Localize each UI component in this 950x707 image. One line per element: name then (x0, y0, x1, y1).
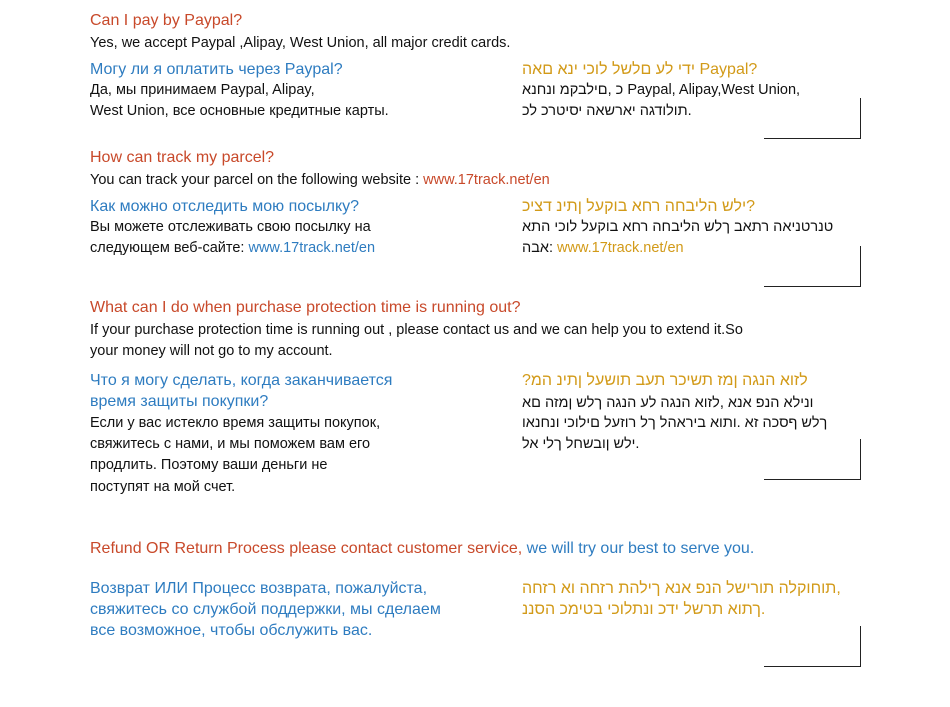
refund-title (90, 540, 754, 558)
track-link-ru[interactable]: www.17track.net/en (248, 240, 376, 256)
faq3-answer-he-line3: ילש ןובשחל ךלי אל. (522, 436, 640, 452)
refund-ru-line3: все возможное, чтобы обслужить вас. (90, 622, 373, 639)
faq2-answer-en-text: You can track your parcel on the following website : (90, 172, 424, 188)
faq3-question-he: ?לזוא הנגה ןמז תשיכר תעב תושעל ןתינ המ (522, 372, 808, 389)
faq3-question-en: What can I do when purchase protection time is running out? (90, 299, 521, 316)
faq2-question-he: ילש הליבחה רחא בוקעל ןתינ דציכ? (522, 198, 755, 215)
faq1-answer-ru-line1: Да, мы принимаем Paypal, Alipay, (90, 82, 315, 98)
faq2-question-en: How can track my parcel? (90, 149, 275, 166)
faq2-question-ru: Как можно отследить мою посылку? (90, 198, 360, 215)
corner-bracket (764, 626, 861, 667)
faq1-answer-he-line2: תולודגה יארשאה יסיטרכ לכ. (522, 103, 692, 119)
corner-bracket (764, 439, 861, 480)
faq3-answer-he-line1: ונילא הנפ אנא ,לזוא הנגה לע הנגה ךלש ןמזה םא (522, 395, 814, 411)
faq3-answer-ru-line1: Если у вас истекло время защиты покупок, (90, 415, 381, 431)
faq2-answer-ru-line2 (90, 238, 375, 259)
refund-title-red: Refund OR Return Process please contact customer service, (90, 540, 523, 557)
faq1-answer-he-line1: כ ,םילבקמ ונחנא Paypal, Alipay,West Union, (522, 82, 801, 98)
faq1-answer-ru-line2: West Union, все основные кредитные карты. (90, 103, 389, 119)
faq3-answer-en-line1: If your purchase protection time is running out , please contact us and we can help you to extend it.So (90, 322, 743, 338)
faq2-answer-ru-text: следующем веб-сайте: (90, 240, 249, 256)
faq3-answer-he-line2: ךלש ףסכה זא .ותוא ביראהל ךל רוזעל םילוכי ונחנאו (522, 415, 828, 431)
faq1-question-en: Can I pay by Paypal? (90, 12, 243, 29)
faq3-question-ru-line1: Что я могу сделать, когда заканчивается (90, 372, 393, 389)
corner-bracket (764, 98, 861, 139)
refund-title-blue: we will try our best to serve you. (522, 540, 755, 557)
faq3-answer-ru-line3: продлить. Поэтому ваши деньги не (90, 457, 328, 473)
faq2-answer-ru-line1: Вы можете отслеживать свою посылку на (90, 219, 371, 235)
faq2-answer-he-line1: טנרטניאה רתאב ךלש הליבחה רחא בוקעל לוכי התא (522, 219, 834, 235)
refund-he-line1: תוחוקלה תורישל הנפ אנא ךילהת רזחה וא רזחה, (522, 580, 841, 597)
corner-bracket (764, 246, 861, 287)
faq2-answer-en (90, 172, 550, 188)
refund-ru-line1: Возврат ИЛИ Процесс возврата, пожалуйста, (90, 580, 428, 597)
refund-he-line2: ךתוא תרשל ידכ ונתלוכי בטימכ הסננ. (522, 601, 766, 618)
faq2-answer-he-text: אבה: (522, 240, 558, 256)
faq1-question-ru: Могу ли я оплатить через Paypal? (90, 61, 343, 78)
refund-ru-line2: свяжитесь со службой поддержки, мы сделаем (90, 601, 441, 618)
faq1-answer-en: Yes, we accept Paypal ,Alipay, West Union, all major credit cards. (90, 35, 511, 51)
faq3-question-ru-line2: время защиты покупки? (90, 393, 269, 410)
faq1-question-he: ידי לע םלשל לוכי ינא םאה Paypal? (522, 61, 758, 78)
faq2-answer-he-line2 (522, 238, 684, 259)
faq3-answer-ru-line2: свяжитесь с нами, и мы поможем вам его (90, 436, 371, 452)
faq3-answer-ru-line4: поступят на мой счет. (90, 479, 236, 495)
track-link-en[interactable]: www.17track.net/en (423, 172, 550, 188)
track-link-he[interactable]: www.17track.net/en (557, 240, 684, 256)
faq3-answer-en-line2: your money will not go to my account. (90, 343, 333, 359)
